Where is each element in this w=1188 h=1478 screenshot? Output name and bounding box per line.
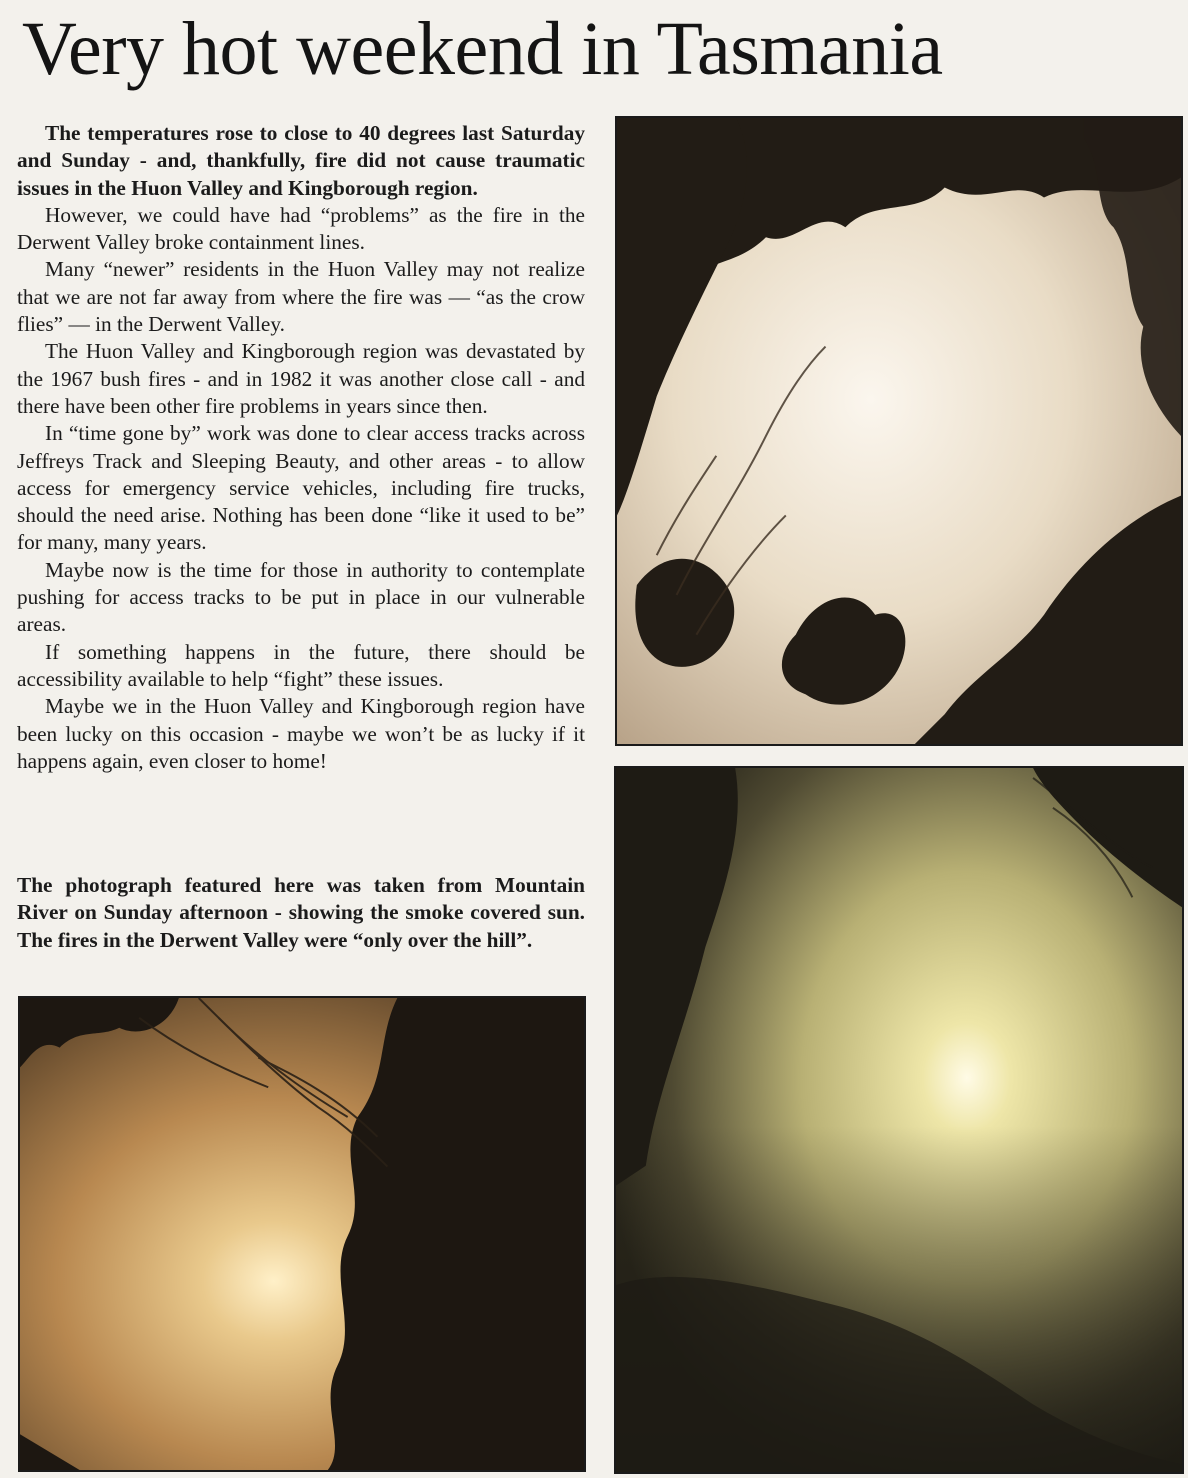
article-paragraph: In “time gone by” work was done to clear access tracks across Jeffreys Track and Sleeping Beauty, and other areas - to allow access for emergency service vehicles, including fire trucks, should the need arise. Nothing has been done “like it used to be” for many, many years. — [17, 421, 585, 555]
photo-image — [616, 768, 1182, 1472]
article-paragraph: The Huon Valley and Kingborough region was devastated by the 1967 bush fires - and in 1982 it was another close call - and there have been other fire problems in years since then. — [17, 339, 585, 418]
photo-image — [20, 998, 584, 1470]
article-paragraph: Many “newer” residents in the Huon Valley may not realize that we are not far away from where the fire was — “as the crow flies” — in the Derwent Valley. — [17, 257, 585, 337]
photo-smoke-covered-sun-right — [614, 766, 1184, 1474]
photo-smoke-covered-sun-left — [18, 996, 586, 1472]
photo-caption: The photograph featured here was taken from Mountain River on Sunday afternoon - showing the smoke covered sun. The fires in the Derwent Valley were “only over the hill”. — [17, 873, 585, 952]
article-paragraph: Maybe we in the Huon Valley and Kingborough region have been lucky on this occasion - maybe we won’t be as lucky if it happens again, even closer to home! — [17, 694, 585, 773]
article-paragraph: Maybe now is the time for those in authority to contemplate pushing for access tracks to be put in place in our vulnerable areas. — [17, 557, 585, 637]
article-body — [17, 120, 585, 775]
photo-image — [617, 118, 1181, 744]
article-lead-paragraph: The temperatures rose to close to 40 degrees last Saturday and Sunday - and, thankfully, fire did not cause traumatic issues in the Huon Valley and Kingborough region. — [17, 121, 585, 200]
photo-smoky-sky-trees-top — [615, 116, 1183, 746]
article-paragraph: If something happens in the future, there should be accessibility available to help “fight” these issues. — [17, 639, 585, 691]
article-paragraph: However, we could have had “problems” as the fire in the Derwent Valley broke containment lines. — [17, 202, 585, 255]
headline: Very hot weekend in Tasmania — [22, 7, 943, 91]
